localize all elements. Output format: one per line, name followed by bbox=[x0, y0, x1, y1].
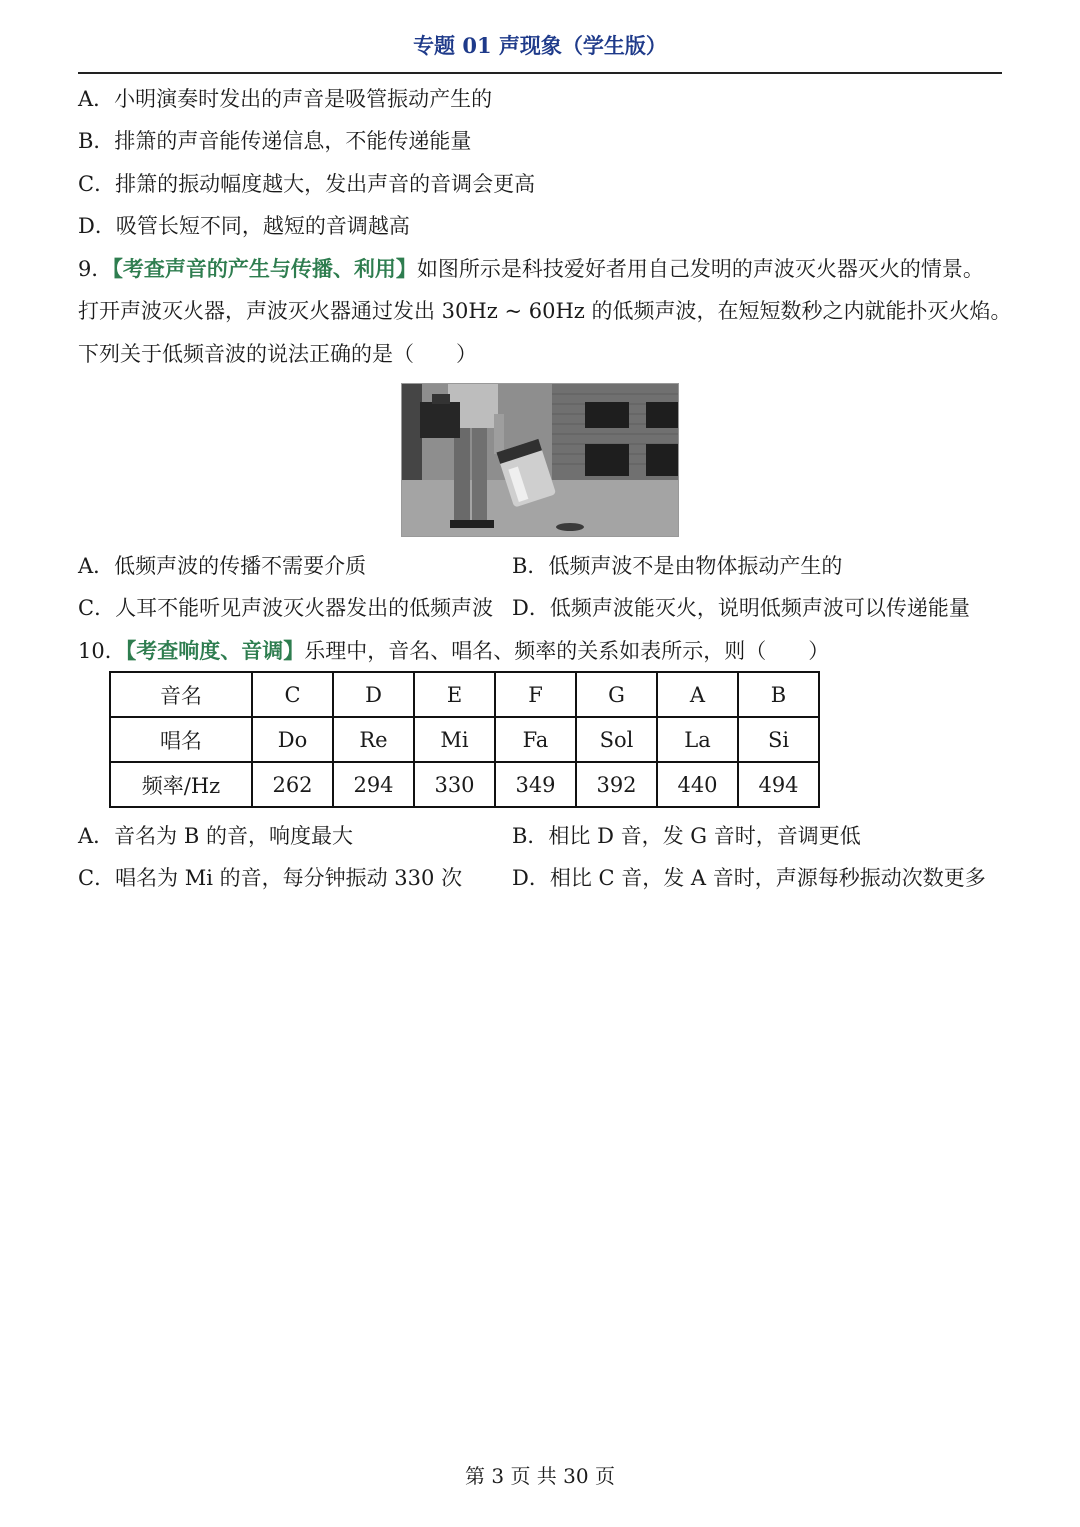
q9-number: 9． bbox=[78, 257, 113, 281]
table-cell: Mi bbox=[414, 717, 495, 762]
q10-number: 10． bbox=[78, 639, 126, 663]
q8-option-d: D．吸管长短不同，越短的音调越高 bbox=[78, 214, 410, 238]
table-cell: 262 bbox=[252, 762, 333, 807]
table-row bbox=[110, 672, 819, 717]
table-cell: 330 bbox=[414, 762, 495, 807]
row-label: 音名 bbox=[110, 672, 252, 717]
table-cell: G bbox=[576, 672, 657, 717]
table-row bbox=[110, 762, 819, 807]
q10-stem-text: 乐理中，音名、唱名、频率的关系如表所示，则（ ） bbox=[304, 639, 830, 663]
q9-option-a: A．低频声波的传播不需要介质 bbox=[78, 554, 367, 578]
table-cell: 294 bbox=[333, 762, 414, 807]
q9-option-b: B．低频声波不是由物体振动产生的 bbox=[512, 554, 843, 578]
table-cell: F bbox=[495, 672, 576, 717]
table-cell: D bbox=[333, 672, 414, 717]
q9-option-d: D．低频声波能灭火，说明低频声波可以传递能量 bbox=[512, 596, 970, 620]
page-number-footer: 第 3 页 共 30 页 bbox=[465, 1464, 615, 1488]
row-label: 唱名 bbox=[110, 717, 252, 762]
q10-stem bbox=[78, 636, 829, 666]
q10-option-d: D．相比 C 音，发 A 音时，声源每秒振动次数更多 bbox=[512, 866, 986, 890]
table-cell: Do bbox=[252, 717, 333, 762]
q9-option-c: C．人耳不能听见声波灭火器发出的低频声波 bbox=[78, 596, 494, 620]
q9-stem-line1 bbox=[78, 254, 984, 284]
table-row bbox=[110, 717, 819, 762]
table-cell: 349 bbox=[495, 762, 576, 807]
q8-option-c: C．排箫的振动幅度越大，发出声音的音调会更高 bbox=[78, 172, 536, 196]
table-cell: 392 bbox=[576, 762, 657, 807]
table-cell: B bbox=[738, 672, 819, 717]
note-frequency-table bbox=[109, 671, 820, 808]
q10-option-b: B．相比 D 音，发 G 音时，音调更低 bbox=[512, 824, 861, 848]
q9-stem-line2: 打开声波灭火器，声波灭火器通过发出 30Hz ~ 60Hz 的低频声波，在短短数秒之内就能扑灭火焰。 bbox=[78, 299, 1012, 323]
q9-stem-text: 如图所示是科技爱好者用自己发明的声波灭火器灭火的情景。 bbox=[416, 257, 984, 281]
table-cell: A bbox=[657, 672, 738, 717]
q10-topic-tag: 【考查响度、音调】 bbox=[125, 638, 305, 663]
table-cell: Sol bbox=[576, 717, 657, 762]
q8-option-b: B．排箫的声音能传递信息，不能传递能量 bbox=[78, 129, 472, 153]
table-cell: La bbox=[657, 717, 738, 762]
q9-topic-tag: 【考查声音的产生与传播、利用】 bbox=[112, 256, 417, 281]
q9-stem-line3: 下列关于低频音波的说法正确的是（ ） bbox=[78, 342, 477, 366]
header-divider bbox=[78, 72, 1002, 74]
table-cell: Fa bbox=[495, 717, 576, 762]
table-cell: E bbox=[414, 672, 495, 717]
q10-option-c: C．唱名为 Mi 的音，每分钟振动 330 次 bbox=[78, 866, 463, 890]
table-cell: Re bbox=[333, 717, 414, 762]
q10-option-a: A．音名为 B 的音，响度最大 bbox=[78, 824, 353, 848]
sound-wave-extinguisher-photo bbox=[401, 383, 679, 537]
q8-option-a: A．小明演奏时发出的声音是吸管振动产生的 bbox=[78, 87, 493, 111]
table-cell: Si bbox=[738, 717, 819, 762]
row-label: 频率/Hz bbox=[110, 762, 252, 807]
page-header-title: 专题 01 声现象（学生版） bbox=[413, 33, 667, 58]
table-cell: 494 bbox=[738, 762, 819, 807]
table-cell: 440 bbox=[657, 762, 738, 807]
table-cell: C bbox=[252, 672, 333, 717]
